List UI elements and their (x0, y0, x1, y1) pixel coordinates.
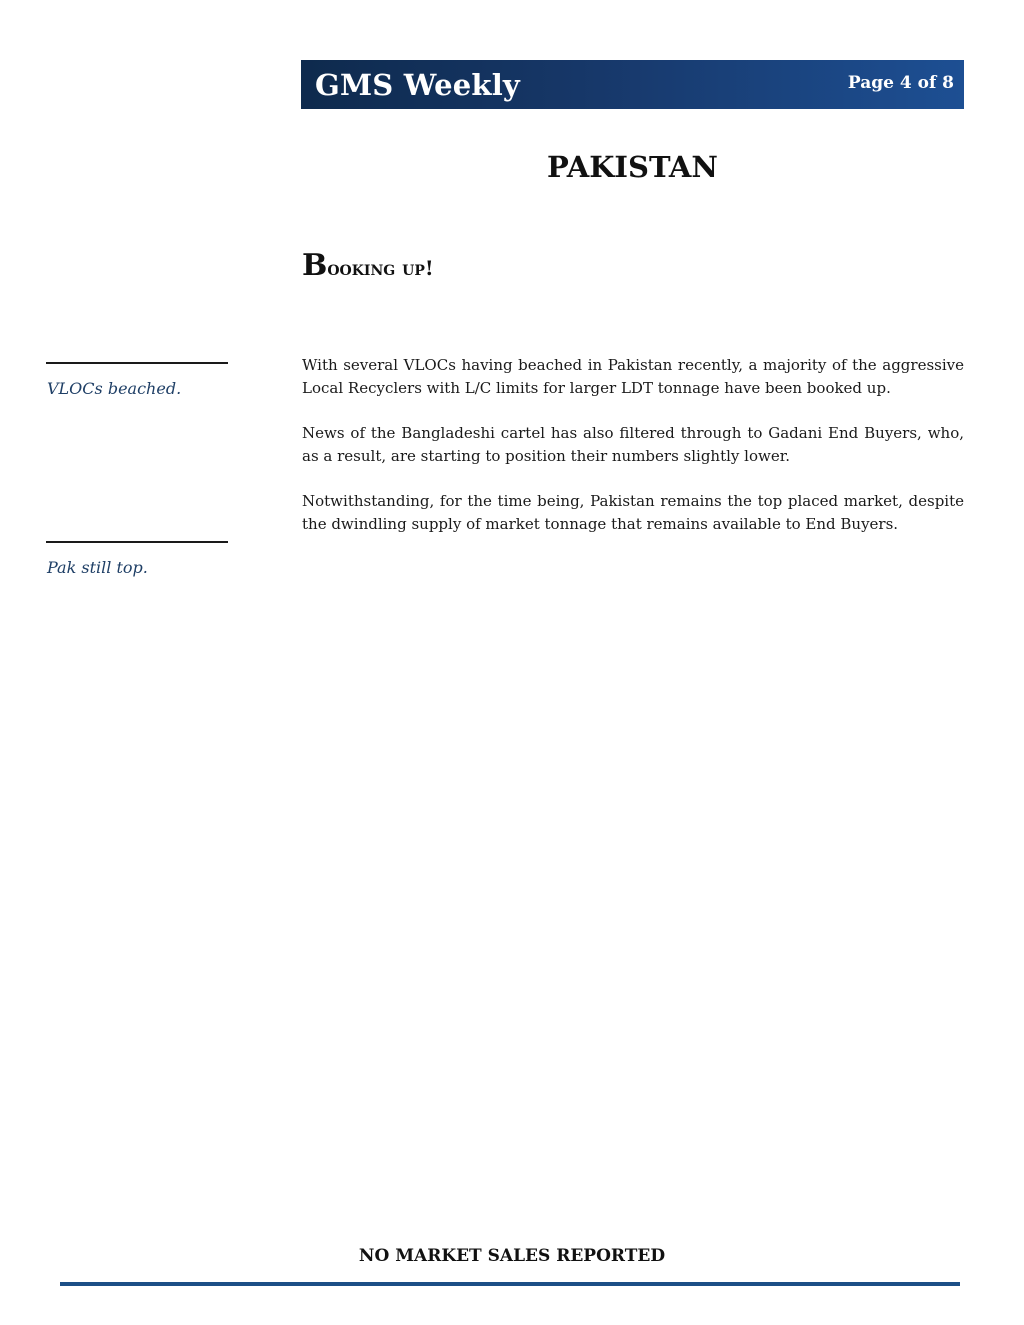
article-heading-rest: ooking up! (327, 256, 434, 280)
sidebar-note-pak: Pak still top. (47, 558, 148, 577)
article-paragraph: With several VLOCs having beached in Pakistan recently, a majority of the aggressive Local Recyclers with L/C limits for larger LDT tonnage have been booked up. (302, 356, 964, 397)
newsletter-title: GMS Weekly (315, 68, 520, 102)
article-heading-initial: B (302, 248, 328, 283)
article-heading (302, 248, 434, 286)
article-paragraph: Notwithstanding, for the time being, Pakistan remains the top placed market, despite the dwindling supply of market tonnage that remains available to End Buyers. (302, 492, 964, 533)
article-paragraph: News of the Bangladeshi cartel has also filtered through to Gadani End Buyers, who, as a result, are starting to position their numbers slightly lower. (302, 424, 964, 465)
page-number: Page 4 of 8 (847, 73, 954, 93)
sidebar-note-vlocs: VLOCs beached. (47, 379, 182, 398)
sidebar-divider (46, 362, 228, 364)
footer-notice: NO MARKET SALES REPORTED (358, 1246, 666, 1266)
header-bar (301, 60, 964, 109)
footer-divider (60, 1282, 960, 1286)
sidebar-divider (46, 541, 228, 543)
section-title: PAKISTAN (547, 150, 718, 184)
article-body (302, 354, 964, 558)
